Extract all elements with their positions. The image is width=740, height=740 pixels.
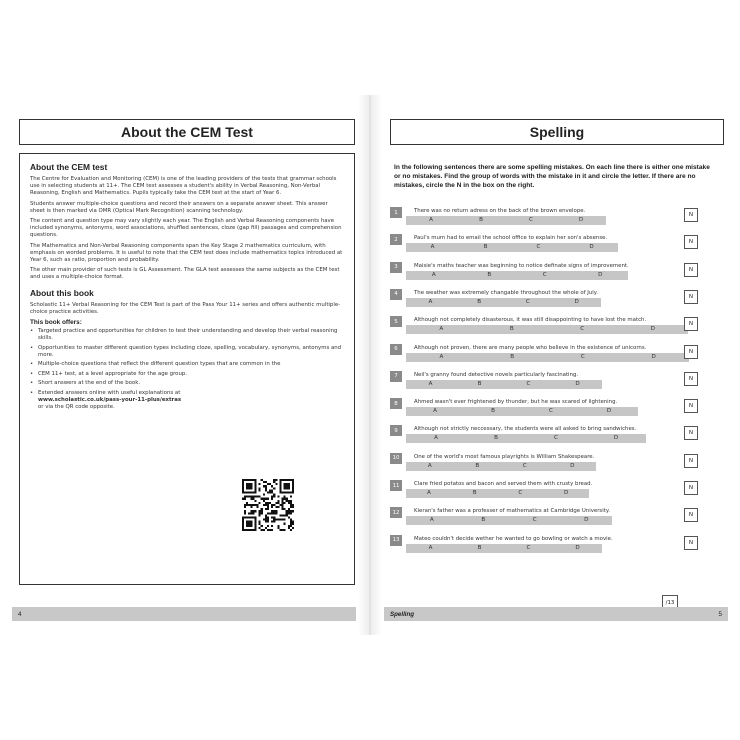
paragraph: The other main provider of such tests is GL Assessment. The GLA test assesses the same subjects as the CEM test and uses a multiple-choice format.	[30, 267, 340, 281]
option-b[interactable]: B	[491, 408, 495, 415]
list-item	[30, 390, 205, 411]
question-row	[390, 261, 722, 285]
option-a[interactable]: A	[427, 462, 432, 469]
extended-prefix: Extended answers online with useful explanations at	[38, 390, 181, 397]
content-box	[19, 153, 355, 585]
option-d[interactable]: D	[606, 408, 612, 415]
question-sentence: Kieran's father was a professer of mathematics at Cambridge University.	[414, 508, 610, 515]
no-mistake-box[interactable]: N	[684, 399, 698, 413]
question-row	[390, 534, 722, 558]
option-a[interactable]: A	[428, 544, 433, 551]
left-page	[12, 95, 356, 635]
option-c[interactable]: C	[522, 462, 527, 469]
question-row	[390, 479, 722, 503]
question-row	[390, 424, 722, 448]
paragraph: Students answer multiple-choice questions and record their answers on a separate answer sheet. This answer sheet is then marked via OMR (Optical Mark Recognition) scanning technology.	[30, 200, 328, 214]
option-d[interactable]: D	[584, 517, 589, 524]
option-b[interactable]: B	[477, 380, 482, 387]
option-d[interactable]: D	[578, 217, 584, 223]
option-d[interactable]: D	[598, 271, 603, 278]
option-b[interactable]: B	[510, 353, 515, 360]
instructions: In the following sentences there are some spelling mistakes. On each line there is either one mistake or no mistakes. Find the group of words with the mistake in it and circle the letter. If there are no mistakes, circle the N in the box on the right.	[394, 164, 710, 190]
option-b[interactable]: B	[472, 490, 477, 496]
option-c[interactable]: C	[549, 408, 553, 415]
page-number: 4	[18, 610, 22, 618]
question-sentence: Although not completely disasterous, it was still disappointing to have lost the match.	[414, 317, 647, 324]
no-mistake-box[interactable]: N	[684, 426, 698, 440]
option-a[interactable]: A	[428, 298, 433, 305]
question-number: 10	[390, 453, 402, 464]
question-row	[390, 233, 722, 257]
option-d[interactable]: D	[575, 380, 580, 387]
question-row	[390, 370, 722, 394]
option-b[interactable]: B	[494, 435, 498, 442]
question-row	[390, 506, 722, 530]
option-d[interactable]: D	[651, 353, 656, 360]
question-number: 9	[390, 425, 402, 436]
option-b[interactable]: B	[483, 244, 488, 251]
question-sentence: Neil's granny found detective novels particularly fascinating.	[414, 371, 579, 378]
paragraph: The Mathematics and Non-Verbal Reasoning components span the Key Stage 2 mathematics curriculum, with emphasis on worded problems. It is useful to note that the CEM test does include mathematics topics introduced at Year 6, such as ratio, proportion and probability.	[30, 242, 343, 264]
paragraph: The content and question type may vary slightly each year. The English and Verbal Reasoning components have included synonyms, antonyms, word associations, shuffled sentences, cloze (gap fill) passages and comprehension questions.	[30, 218, 342, 239]
question-row	[390, 315, 722, 339]
question-number: 4	[390, 289, 402, 300]
option-d[interactable]: D	[650, 326, 655, 333]
option-a[interactable]: A	[431, 271, 436, 278]
section-heading: About this book	[30, 287, 94, 298]
extras-link[interactable]: www.scholastic.co.uk/pass-your-11-plus/extras	[38, 397, 182, 404]
no-mistake-box[interactable]: N	[684, 208, 698, 222]
question-sentence: The weather was extremely changable throughout the whole of July.	[414, 289, 598, 296]
page-title: Spelling	[390, 119, 724, 145]
question-sentence: One of the world's most famous playrights is William Shakespeare.	[414, 453, 595, 460]
page-title: About the CEM Test	[19, 119, 355, 145]
option-a[interactable]: A	[439, 353, 444, 360]
option-d[interactable]: D	[574, 298, 579, 305]
option-b[interactable]: B	[477, 298, 482, 305]
question-sentence: Maisie's maths teacher was beginning to notice definate signs of improvement.	[414, 262, 629, 269]
option-b[interactable]: B	[481, 517, 486, 524]
answer-bar	[406, 407, 638, 416]
option-d[interactable]: D	[589, 244, 594, 251]
answer-bar	[406, 353, 689, 362]
list-item: • Opportunities to master different question types including cloze, spelling, vocabulary, synonyms, antonyms and more.	[30, 345, 344, 359]
section-heading: About the CEM test	[30, 162, 108, 172]
option-d[interactable]: D	[613, 435, 619, 442]
question-sentence: Paul's mum had to email the school office to explain her son's absense.	[414, 235, 608, 242]
list-item: • Targeted practice and opportunities for children to test their understanding and develop their verbal reasoning skills.	[30, 328, 344, 342]
option-c[interactable]: C	[536, 244, 541, 251]
paragraph: The Centre for Evaluation and Monitoring (CEM) is one of the leading providers of the tests that grammar schools use in selecting students at 11+. The CEM test assesses a student's ability in Verbal Reasoning, Non-Verbal Reasoning, English and Mathematics. Pupils typically take the CEM test at the start of Year 6.	[30, 176, 337, 197]
option-a[interactable]: A	[429, 517, 434, 524]
option-b[interactable]: B	[477, 544, 482, 551]
no-mistake-box[interactable]: N	[684, 263, 698, 277]
question-number: 12	[390, 507, 402, 518]
question-sentence: Ahmed wasn't ever frightened by thunder, but he was scared of lightening.	[414, 399, 618, 406]
question-number: 11	[390, 480, 402, 491]
question-number: 3	[390, 262, 402, 273]
option-a[interactable]: A	[429, 217, 433, 223]
no-mistake-box[interactable]: N	[684, 508, 698, 522]
option-a[interactable]: A	[433, 408, 437, 415]
question-number: 7	[390, 371, 402, 382]
option-c[interactable]: C	[518, 490, 523, 496]
extended-suffix: or via the QR code opposite.	[38, 404, 115, 411]
question-sentence: Clare fried potatos and bacon and served them with crusty bread.	[414, 481, 593, 487]
no-mistake-box[interactable]: N	[684, 235, 698, 249]
no-mistake-box[interactable]: N	[684, 290, 698, 304]
answer-bar	[406, 434, 646, 443]
list-item: • Multiple-choice questions that reflect the different question types that are common in the	[30, 361, 344, 368]
option-c[interactable]: C	[554, 435, 558, 442]
option-c[interactable]: C	[526, 544, 531, 551]
no-mistake-box[interactable]: N	[684, 481, 698, 495]
list-item: • CEM 11+ test, at a level appropriate for the age group.	[30, 371, 344, 378]
option-c[interactable]: C	[580, 326, 585, 333]
option-a[interactable]: A	[439, 326, 444, 333]
question-sentence: Although not proven, there are many people who believe in the existence of unicorns.	[414, 344, 647, 351]
question-sentence: Mateo couldn't decide wether he wanted to go bowling or watch a movie.	[414, 535, 613, 542]
offers-list	[30, 328, 344, 387]
answer-bar	[406, 243, 618, 252]
score-box: /13	[662, 595, 678, 611]
question-row	[390, 288, 722, 312]
option-b[interactable]: B	[479, 217, 483, 223]
option-d[interactable]: D	[575, 544, 580, 551]
question-row	[390, 343, 722, 367]
option-a[interactable]: A	[434, 435, 438, 442]
answer-bar	[406, 216, 606, 225]
question-number: 1	[390, 207, 402, 218]
answer-bar	[406, 516, 612, 525]
question-number: 8	[390, 398, 402, 409]
page-footer	[12, 607, 356, 621]
no-mistake-box[interactable]: N	[684, 345, 698, 359]
extended-answers	[30, 390, 344, 411]
option-a[interactable]: A	[430, 244, 435, 251]
offers-heading: This book offers:	[30, 319, 82, 327]
question-number: 5	[390, 316, 402, 327]
option-c[interactable]: C	[525, 298, 530, 305]
question-row	[390, 206, 722, 230]
option-a[interactable]: A	[426, 490, 431, 496]
no-mistake-box[interactable]: N	[684, 454, 698, 468]
option-d[interactable]: D	[563, 490, 569, 496]
option-c[interactable]: C	[532, 517, 537, 524]
footer-section: Spelling	[390, 610, 415, 618]
question-sentence: Although not strictly neccessary, the students were all asked to bring sandwiches.	[414, 426, 637, 433]
question-row	[390, 397, 722, 421]
option-c[interactable]: C	[542, 271, 547, 278]
answer-bar	[406, 271, 628, 280]
no-mistake-box[interactable]: N	[684, 372, 698, 386]
option-b[interactable]: B	[487, 271, 492, 278]
question-number: 2	[390, 234, 402, 245]
option-c[interactable]: C	[526, 380, 531, 387]
option-b[interactable]: B	[509, 326, 514, 333]
question-number: 13	[390, 535, 402, 546]
option-c[interactable]: C	[529, 217, 533, 223]
page-number: 5	[718, 610, 722, 618]
question-number: 6	[390, 344, 402, 355]
no-mistake-box[interactable]: N	[684, 536, 698, 550]
paragraph: Scholastic 11+ Verbal Reasoning for the CEM Test is part of the Pass Your 11+ series and offers authentic multiple-choice practice activities.	[30, 301, 341, 315]
list-item: • Short answers at the end of the book.	[30, 380, 344, 387]
option-d[interactable]: D	[570, 462, 575, 469]
question-row	[390, 452, 722, 476]
right-page	[384, 95, 728, 635]
option-a[interactable]: A	[428, 380, 433, 387]
option-b[interactable]: B	[475, 462, 480, 469]
option-c[interactable]: C	[580, 353, 585, 360]
page-footer	[384, 607, 728, 621]
answer-bar	[406, 325, 688, 334]
qr-code	[242, 479, 294, 531]
question-sentence: There was no return adress on the back of the brown envelope.	[414, 208, 586, 214]
no-mistake-box[interactable]: N	[684, 317, 698, 331]
book-gutter	[358, 95, 382, 635]
